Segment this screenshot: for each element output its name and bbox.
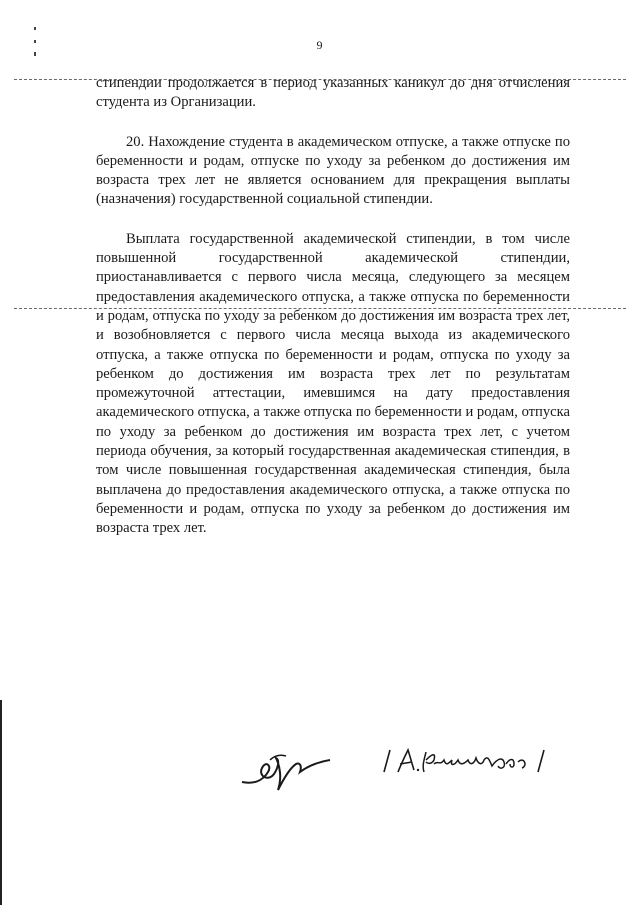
handwritten-name (378, 742, 568, 782)
page-number: 9 (316, 38, 323, 52)
paragraph-stipend-payment: Выплата государственной академической стипендии, в том числе повышенной государственной академической стипендии, приостанавливается с первого числа месяца, следующего за месяцем предоставления академического отпуска, а также отпуска по беременности и родам, отпуска по уходу за ребенком до достижения им возраста трех лет, и возобновляется с первого числа месяца выхода из академического отпуска, а также отпуска по беременности и родам, отпуска по уходу за ребенком до достижения им возраста трех лет по результатам промежуточной аттестации, имевшимся на дату предоставления академического отпуска, а также отпуска по беременности и родам, отпуска по уходу за ребенком до достижения им возраста трех лет, с учетом периода обучения, за который государственная академическая стипендия, в том числе повышенная государственная академическая стипендия, была выплачена до предоставления академического отпуска, а также отпуска по беременности и родам, отпуска по уходу за ребенком до достижения им возраста трех лет. (96, 230, 570, 537)
paragraph-20: 20. Нахождение студента в академическом отпуске, а также отпуске по беременности и родам, отпуске по уходу за ребенком до достижения им возраста трех лет не является основанием для прекращения выплаты (назначения) государственной социальной стипендии. (96, 133, 570, 208)
scan-mark (34, 52, 36, 56)
body-text (96, 74, 570, 539)
scan-mark (34, 27, 36, 30)
signature-area (238, 738, 558, 798)
margin-bar (0, 700, 2, 905)
continuation-paragraph: стипендии продолжается в период указанных каникул до дня отчисления студента из Организации. (96, 75, 570, 111)
scan-mark (34, 40, 36, 43)
